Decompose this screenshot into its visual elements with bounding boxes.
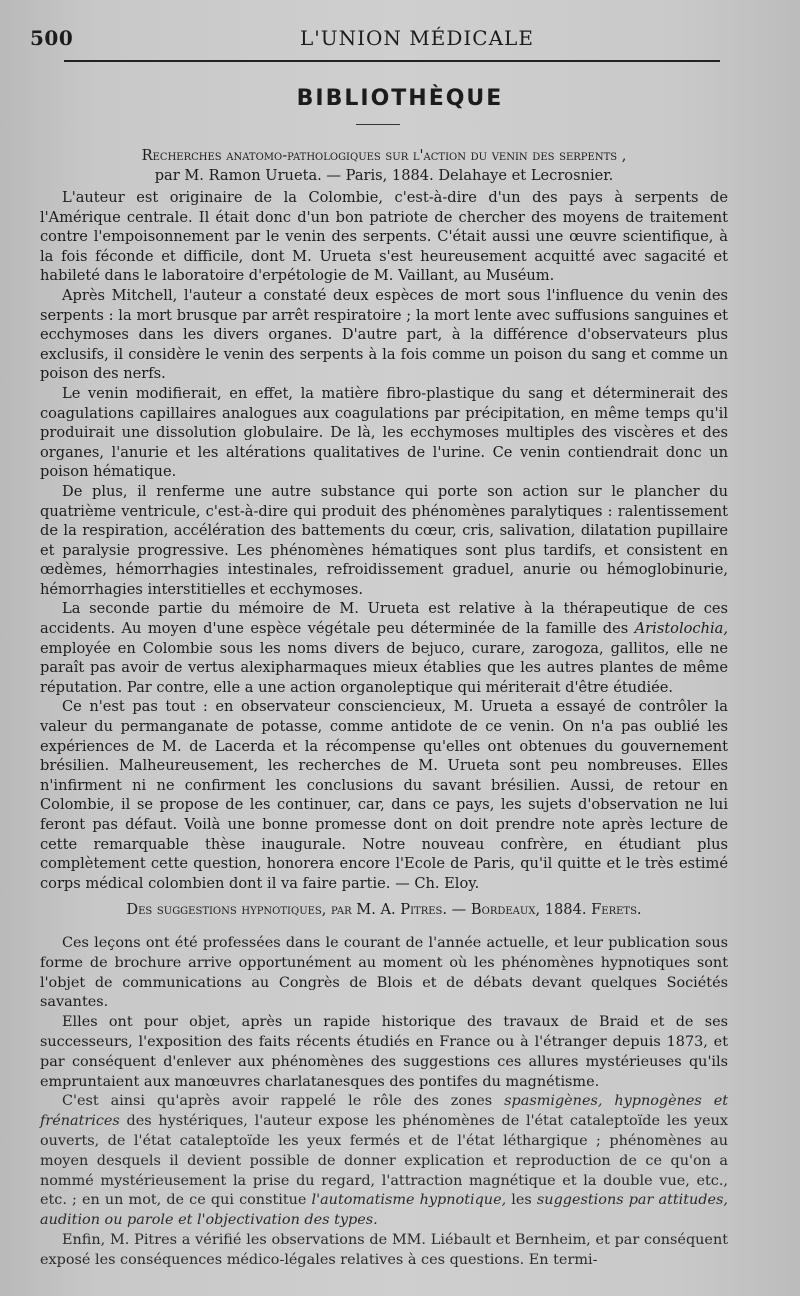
italic-automatisme: l'automatisme hypnotique, [311, 1192, 507, 1209]
review2-body [40, 934, 728, 1271]
running-head [30, 26, 730, 54]
review1-paragraph: Le venin modifierait, en effet, la matière fibro-plastique du sang et déterminerait des coagulations capillaires analogues aux coagulations par précipitation, en même temps qu'il produirait une dissolution globulaire. De là, les ecchymoses multiples des viscères et des organes, l'anurie et les altérations qualitatives de l'urine. Ce venin contiendrait donc un poison hématique. [40, 384, 728, 481]
review2-paragraph: Elles ont pour objet, après un rapide historique des travaux de Braid et de ses successeurs, l'exposition des faits récents étudiés en France ou à l'étranger depuis 1873, et par conséquent d'enlever aux phénomènes des suggestions ces allures mystérieuses qu'ils empruntaient aux manœuvres charlatanesques des pontifes du magnétisme. [40, 1014, 728, 1090]
review2-heading [40, 900, 728, 920]
review2-text: C'est ainsi qu'après avoir rappelé le rôle des zones [62, 1093, 493, 1110]
title-rule [356, 124, 400, 125]
review1-paragraph: L'auteur est originaire de la Colombie, c'est-à-dire d'un des pays à serpents de l'Amérique centrale. Il était donc d'un bon patriote de chercher des moyens de traitement contre l'empoisonnement par le venin des serpents. C'était aussi une œuvre scientifique, à la fois féconde et difficile, dont M. Urueta s'est heureusement acquitté avec sagacité et habileté dans le laboratoire d'erpétologie de M. Vaillant, au Muséum. [40, 189, 728, 285]
section-title: BIBLIOTHÈQUE [296, 86, 504, 111]
review1-body [40, 188, 728, 893]
review2-text: les [511, 1192, 532, 1209]
review2-paragraph: Enfin, M. Pitres a vérifié les observations de MM. Liébault et Bernheim, et par conséquent exposé les conséquences médico-légales relatives à ces questions. En termi- [40, 1231, 728, 1268]
review1-paragraph: Après Mitchell, l'auteur a constaté deux espèces de mort sous l'influence du venin des serpents : la mort brusque par arrêt respiratoire ; la mort lente avec suffusions sanguines et ecchymoses dans les divers organes. D'autre part, à la différence d'observateurs plus exclusifs, il considère le venin des serpents à la fois comme un poison du sang et comme un poison des nerfs. [40, 286, 728, 383]
review2-heading-text: Des suggestions hypnotiques, par M. A. Pitres. — Bordeaux, 1884. Ferets. [126, 901, 642, 918]
italic-zones: spasmigènes, hypnogènes et frénatrices [40, 1093, 729, 1130]
review2-paragraph: Ces leçons ont été professées dans le courant de l'année actuelle, et leur publication sous forme de brochure arrive opportunément au moment où les phénomènes hypnotiques sont l'objet de communications au Congrès de Blois et de débats devant quelques Sociétés savantes. [40, 935, 728, 1011]
review2-paragraph-zones [40, 1092, 728, 1231]
journal-title: L'UNION MÉDICALE [300, 26, 534, 50]
review1-text: La seconde partie du mémoire de M. Urueta est relative à la thérapeutique de ces accidents. Au moyen d'une espèce végétale peu déterminée de la famille des [40, 600, 728, 638]
review2-text: des hystériques, l'auteur expose les phénomènes de l'état cataleptoïde les yeux ouverts, de l'état cataleptoïde les yeux fermés et de l'état léthargique ; phénomènes au moyen desquels il devient possible de donner explication et reproduction de ce qu'on a nommé mystérieusement la prise du regard, l'attraction magnétique et la double vue, etc., etc. ; en un mot, de ce qui constitue [40, 1113, 729, 1209]
review1-heading [40, 146, 728, 185]
review1-paragraph: De plus, il renferme une autre substance qui porte son action sur le plancher du quatrième ventricule, c'est-à-dire qui produit des phénomènes paralytiques : ralentissement de la respiration, accélération des battements du cœur, cris, salivation, dilatation pupillaire et paralysie progressive. Les phénomènes hématiques sont plus tardifs, et consistent en œdèmes, hémorrhagies intestinales, refroidissement graduel, anurie ou hémoglobinurie, hémorrhagies interstitielles et ecchymoses. [40, 482, 728, 598]
review1-heading-line1: Recherches anatomo-pathologiques sur l'action du venin des serpents , [141, 147, 627, 164]
italic-genus: Aristolochia, [634, 620, 728, 638]
review1-heading-line2: par M. Ramon Urueta. — Paris, 1884. Delahaye et Lecrosnier. [154, 166, 614, 184]
review1-paragraph: Ce n'est pas tout : en observateur consciencieux, M. Urueta a essayé de contrôler la valeur du permanganate de potasse, comme antidote de ce venin. On n'a pas oublié les expériences de M. de Lacerda et la récompense qu'elles ont obtenues du gouvernement brésilien. Malheureusement, les recherches de M. Urueta sont peu nombreuses. Elles n'infirment ni ne confirment les conclusions du savant brésilien. Aussi, de retour en Colombie, il se propose de les continuer, car, dans ce pays, les sujets d'observation ne lui feront pas défaut. Voilà une bonne promesse dont on doit prendre note après lecture de cette remarquable thèse inaugurale. Notre nouveau confrère, en étudiant plus complètement cette question, honorera encore l'Ecole de Paris, qu'il quitte et le très estimé corps médical colombien dont il va faire partie. — Ch. Eloy. [40, 698, 728, 892]
page-number: 500 [30, 26, 74, 50]
review1-text: employée en Colombie sous les noms divers de bejuco, curare, zarogoza, gallitos, elle ne paraît pas avoir de vertus alexipharmaques mieux établies que les autres plantes de même réputation. Par contre, elle a une action organoleptique qui mériterait d'être étudiée. [40, 639, 728, 696]
italic-suggestions: suggestions par attitudes, audition ou parole et l'objectivation des types. [40, 1192, 728, 1229]
header-rule [64, 60, 720, 62]
review1-paragraph-therapeutics [40, 599, 728, 697]
